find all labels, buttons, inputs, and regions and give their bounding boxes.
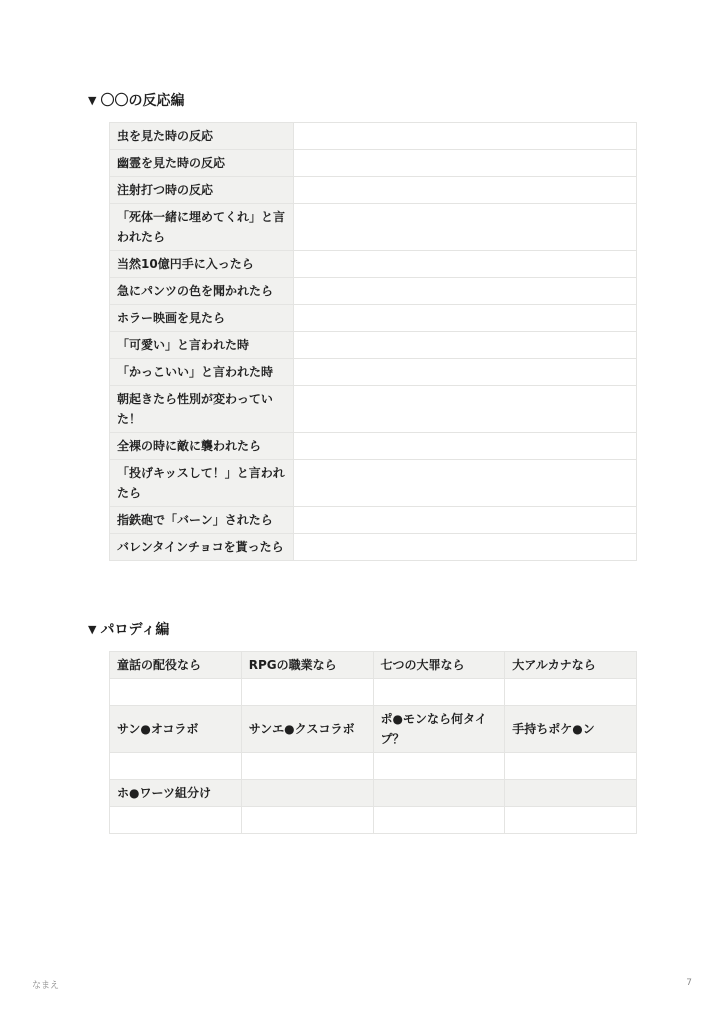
- topic-cell: [505, 780, 637, 807]
- table-row: [110, 305, 637, 332]
- answer-cell[interactable]: [110, 679, 242, 706]
- answer-row: [110, 679, 637, 706]
- topic-cell: [373, 780, 505, 807]
- caret-down-icon[interactable]: ▼: [88, 622, 97, 636]
- parody-table: [109, 651, 637, 834]
- answer-cell[interactable]: [241, 807, 373, 834]
- row-label: 当然10億円手に入ったら: [110, 251, 294, 278]
- topic-cell: 手持ちポケ●ン: [505, 706, 637, 753]
- answer-cell[interactable]: [294, 251, 637, 278]
- answer-cell[interactable]: [373, 753, 505, 780]
- table-row: [110, 332, 637, 359]
- table-row: [110, 251, 637, 278]
- topic-cell: 七つの大罪なら: [373, 652, 505, 679]
- answer-cell[interactable]: [505, 753, 637, 780]
- answer-cell[interactable]: [110, 753, 242, 780]
- row-label: 全裸の時に敵に襲われたら: [110, 433, 294, 460]
- page-number: 7: [686, 978, 692, 988]
- answer-cell[interactable]: [294, 278, 637, 305]
- answer-cell[interactable]: [294, 433, 637, 460]
- section-title-text: 〇〇の反応編: [100, 93, 185, 109]
- table-row: [110, 150, 637, 177]
- row-label: 幽霊を見た時の反応: [110, 150, 294, 177]
- topic-row: [110, 780, 637, 807]
- section-title-text: パロディ編: [100, 622, 170, 638]
- answer-cell[interactable]: [294, 507, 637, 534]
- answer-cell[interactable]: [294, 332, 637, 359]
- section-title-parody: [88, 619, 169, 639]
- table-row: [110, 507, 637, 534]
- topic-cell: [241, 780, 373, 807]
- answer-cell[interactable]: [294, 177, 637, 204]
- answer-cell[interactable]: [294, 150, 637, 177]
- answer-cell[interactable]: [505, 807, 637, 834]
- answer-row: [110, 807, 637, 834]
- row-label: 指鉄砲で「バーン」されたら: [110, 507, 294, 534]
- row-label: 「死体一緒に埋めてくれ」と言われたら: [110, 204, 294, 251]
- answer-cell[interactable]: [294, 534, 637, 561]
- table-row: [110, 204, 637, 251]
- row-label: 注射打つ時の反応: [110, 177, 294, 204]
- table-row: [110, 433, 637, 460]
- row-label: 虫を見た時の反応: [110, 123, 294, 150]
- answer-cell[interactable]: [294, 204, 637, 251]
- row-label: 朝起きたら性別が変わっていた！: [110, 386, 294, 433]
- table-row: [110, 359, 637, 386]
- row-label: 「可愛い」と言われた時: [110, 332, 294, 359]
- table-row: [110, 460, 637, 507]
- topic-cell: ホ●ワーツ組分け: [110, 780, 242, 807]
- topic-row: [110, 706, 637, 753]
- reactions-table: [109, 122, 637, 561]
- topic-cell: ポ●モンなら何タイプ？: [373, 706, 505, 753]
- answer-cell[interactable]: [294, 359, 637, 386]
- topic-cell: サンエ●クスコラボ: [241, 706, 373, 753]
- topic-cell: 童話の配役なら: [110, 652, 242, 679]
- topic-cell: RPGの職業なら: [241, 652, 373, 679]
- topic-cell: 大アルカナなら: [505, 652, 637, 679]
- answer-cell[interactable]: [294, 386, 637, 433]
- row-label: 急にパンツの色を聞かれたら: [110, 278, 294, 305]
- row-label: ホラー映画を見たら: [110, 305, 294, 332]
- answer-cell[interactable]: [294, 305, 637, 332]
- answer-cell[interactable]: [294, 460, 637, 507]
- table-row: [110, 177, 637, 204]
- answer-cell[interactable]: [373, 679, 505, 706]
- row-label: 「投げキッスして！」と言われたら: [110, 460, 294, 507]
- answer-cell[interactable]: [294, 123, 637, 150]
- row-label: 「かっこいい」と言われた時: [110, 359, 294, 386]
- section-title-reactions: [88, 90, 184, 110]
- answer-cell[interactable]: [110, 807, 242, 834]
- topic-row: [110, 652, 637, 679]
- answer-cell[interactable]: [241, 679, 373, 706]
- table-row: [110, 534, 637, 561]
- answer-cell[interactable]: [505, 679, 637, 706]
- answer-row: [110, 753, 637, 780]
- topic-cell: サン●オコラボ: [110, 706, 242, 753]
- footer-name: なまえ: [32, 981, 60, 991]
- table-row: [110, 386, 637, 433]
- answer-cell[interactable]: [373, 807, 505, 834]
- answer-cell[interactable]: [241, 753, 373, 780]
- table-row: [110, 123, 637, 150]
- row-label: バレンタインチョコを貰ったら: [110, 534, 294, 561]
- caret-down-icon[interactable]: ▼: [88, 93, 97, 107]
- table-row: [110, 278, 637, 305]
